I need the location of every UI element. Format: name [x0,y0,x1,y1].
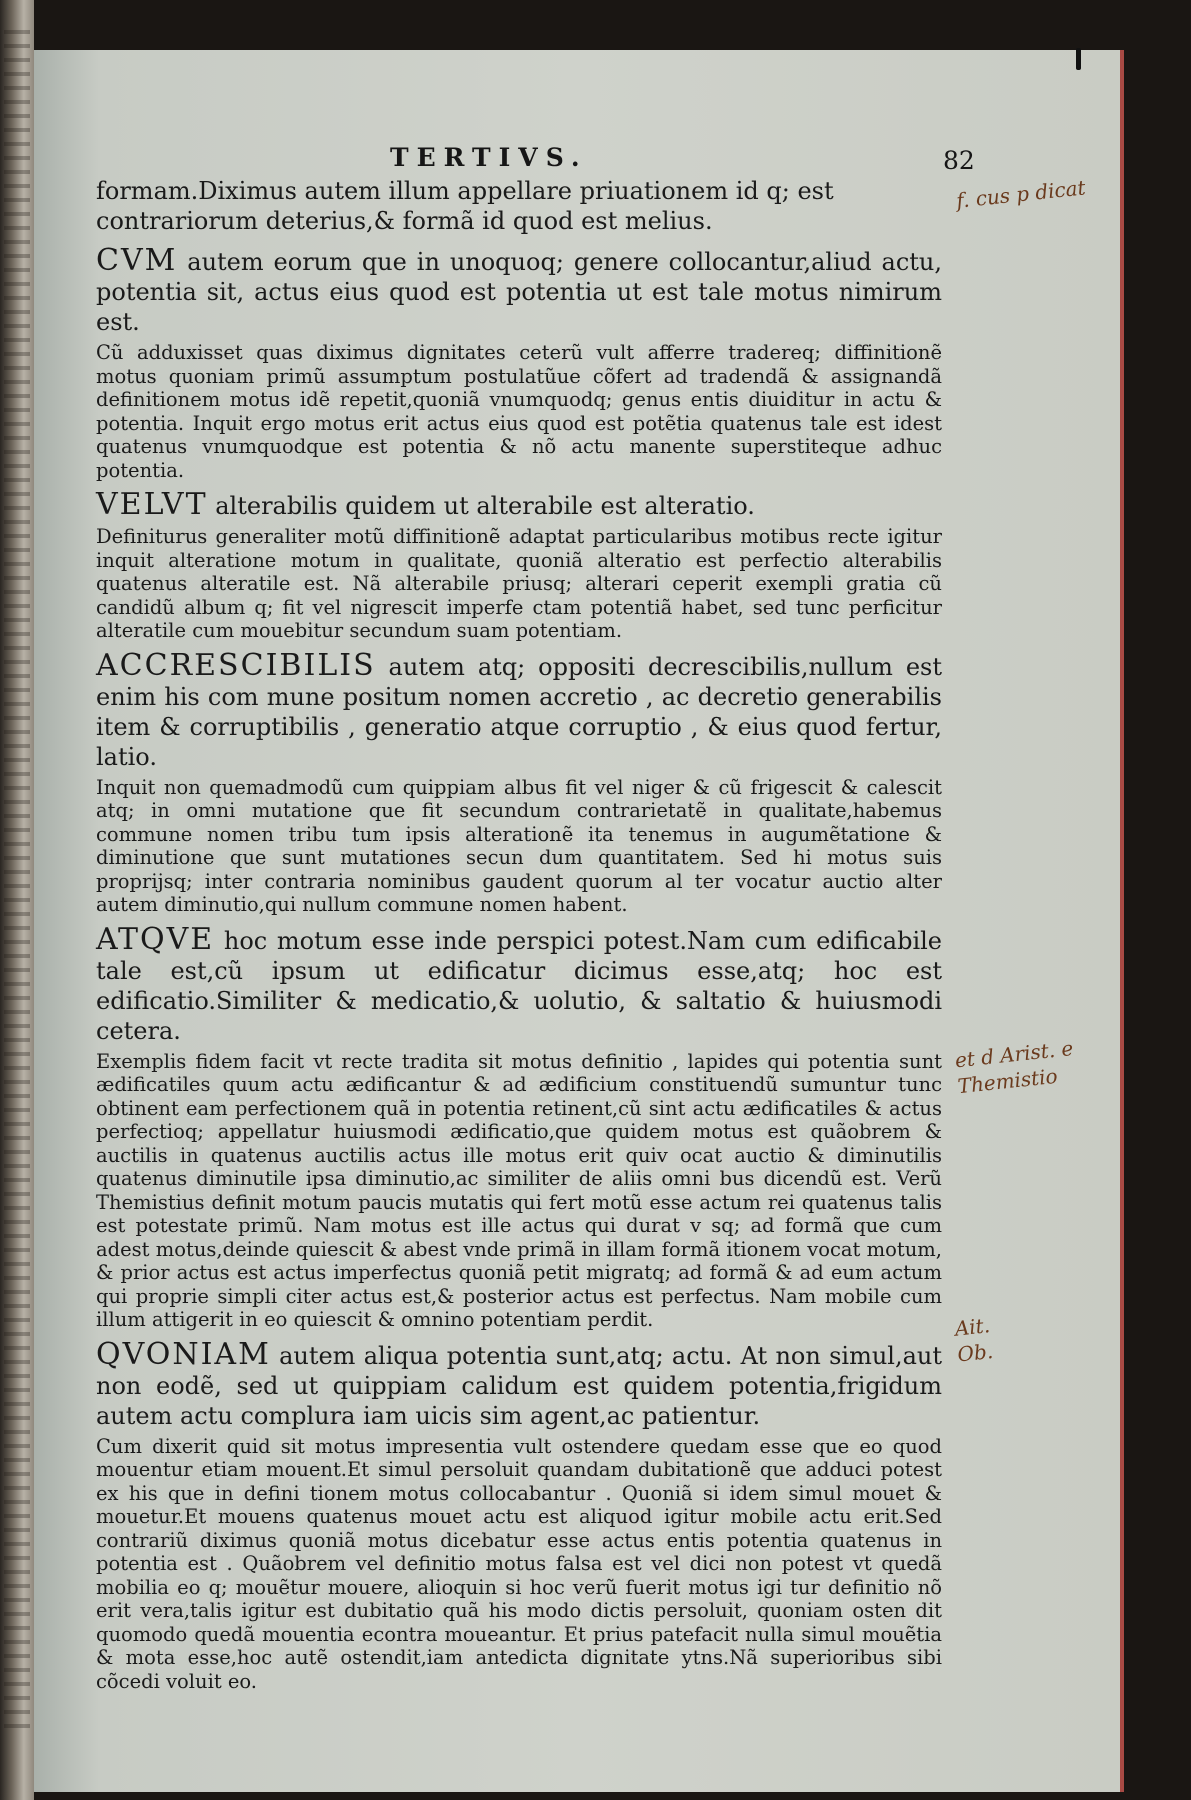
opening-continuation: formam.Diximus autem illum appellare priuationem id q; est contrariorum deterius,& formã id quod est melius. [96,177,834,235]
marginal-note: Ait. Ob. [953,1313,995,1367]
lemma-initial: CVM [96,243,178,278]
marginal-note: et d Arist. e Themistio [953,1036,1075,1099]
lemma-text: autem aliqua potentia sunt,atq; actu. At non simul,aut non eodẽ, sed ut quippiam calidum est quidem potentia,frigidum autem actu complura iam uicis sim agent,ac patientur. [96,1341,942,1430]
lemma-paragraph [96,487,942,522]
lemma-initial: ATQVE [96,921,215,957]
marginal-note: f. cus p dicat [955,175,1087,213]
lemma-paragraph [96,1336,942,1431]
lemma-paragraph [96,647,942,772]
lemma-initial: ACCRESCIBILIS [96,647,376,683]
commentary-paragraph: Inquit non quemadmodũ cum quippiam albus fit vel niger & cũ frigescit & calescit atq; in omni mutatione que fit secundum contrarietatẽ in qualitate,habemus commune nomen tribu tum ipsis alterationẽ ita tenemus in augumẽtatione & diminutione que sunt mutationes secun dum quantitatem. Sed hi motus suis proprijsq; inter contraria nominibus gaudent quorum al ter vocatur auctio alter autem diminutio,qui nullum commune nomen habent. [96,775,942,916]
ink-mark [1076,48,1081,70]
lemma-initial: QVONIAM [96,1336,271,1372]
lemma-paragraph [96,243,942,337]
left-page-text-bleed [4,30,30,1730]
commentary-paragraph: Cũ adduxisset quas diximus dignitates ceterũ vult afferre tradereq; diffinitionẽ motus quoniam primũ assumptum postulatũue cõfert ad tradendã & assignandã definitionem motus idẽ repetit,quoniã vnumquodq; genus entis diuiditur in actu & potentia. Inquit ergo motus erit actus eius quod est potẽtia quatenus tale est idest quatenus vnumquodque est potentia & nõ actu manente superstiteque adhuc potentia. [96,341,942,482]
lemma-initial: VELVT [96,487,208,522]
folio-number: 82 [943,146,975,175]
commentary-paragraph: Exemplis fidem facit vt recte tradita sit motus definitio , lapides qui potentia sunt ædificatiles quum actu ædificantur & ad ædificium constituendũ sumuntur tunc obtinent eam perfectionem quã in potentia retinent,cũ sint actu ædificatiles & actus perfectioq; appellatur huiusmodi ædificatio,que quidem motus est quãobrem & auctilis in quatenus auctilis actus ille motus erit quiv ocat auctio & diminutilis quatenus diminutile ipsa diminutio,ac similiter de aliis omni bus dicendũ est. Verũ Themistius definit motum paucis mutatis qui fert motũ esse actum rei quatenus talis est potestate primũ. Nam motus est ille actus qui durat v sq; ad formã que cum adest motus,deinde quiescit & abest vnde primã in illam formã itionem vocat motum, & prior actus est actus imperfectus quoniã petit migratq; ad formã & ad eum actum qui proprie simpli citer actus est,& posterior actus est perfectus. Nam mobile cum illum attigerit in eo quiescit & omnino potentiam perdit. [96,1049,942,1331]
lemma-text: hoc motum esse inde perspici potest.Nam cum edificabile tale est,cũ ipsum ut edificatur dicimus esse,atq; hoc est edificatio.Similiter & medicatio,& uolutio, & saltatio & huiusmodi cetera. [96,926,942,1045]
lemma-paragraph [96,921,942,1046]
commentary-paragraph: Cum dixerit quid sit motus impresentia vult ostendere quedam esse que eo quod mouentur etiam mouent.Et simul persoluit quandam dubitationẽ que adduci potest ex his que in defini tionem motus collocabantur . Quoniã si idem simul mouet & mouetur.Et mouens quatenus mouet actu est aliquod igitur mobile actu erit.Sed contrariũ diximus quoniã motus dicebatur esse actus entis potentia quatenus in potentia est . Quãobrem vel definitio motus falsa est vel dici non potest vt quedã mobilia eo q; mouẽtur mouere, alioquin si hoc verũ fuerit motus igi tur definitio nõ erit vera,talis igitur est dubitatio quã his modo dictis persoluit, quoniam osten dit quomodo quedã mouentia econtra moueantur. Et prius patefacit nulla simul mouẽtia & mota esse,hoc autẽ ostendit,iam antedicta dignitate ytns.Nã superioribus sibi cõcedi voluit eo. [96,1434,942,1693]
running-head: TERTIVS. [390,143,588,172]
main-text-column [96,176,942,1701]
commentary-paragraph: Definiturus generaliter motũ diffinitionẽ adaptat particularibus motibus recte igitur inquit alteratione motum in qualitate, quoniã alteratio est perfectio alterabilis quatenus alteratile est. Nã alterabile priusq; alterari ceperit exempli gratia cũ candidũ album q; fit vel nigrescit imperfe ctam potentiã habet, sed tunc perficitur alteratile cum mouebitur secundum suam potentiam. [96,525,942,642]
lemma-text: autem eorum que in unoquoq; genere collocantur,aliud actu, potentia sit, actus eius quod est potentia ut est tale motus nimirum est. [96,248,942,336]
lemma-text: autem atq; oppositi decrescibilis,nullum est enim his com mune positum nomen accretio , ac decretio generabilis item & corruptibilis , generatio atque corruptio , & eius quod fertur, latio. [96,652,942,771]
lemma-text: alterabilis quidem ut alterabile est alteratio. [207,492,755,520]
left-facing-page-edge [0,0,34,1800]
